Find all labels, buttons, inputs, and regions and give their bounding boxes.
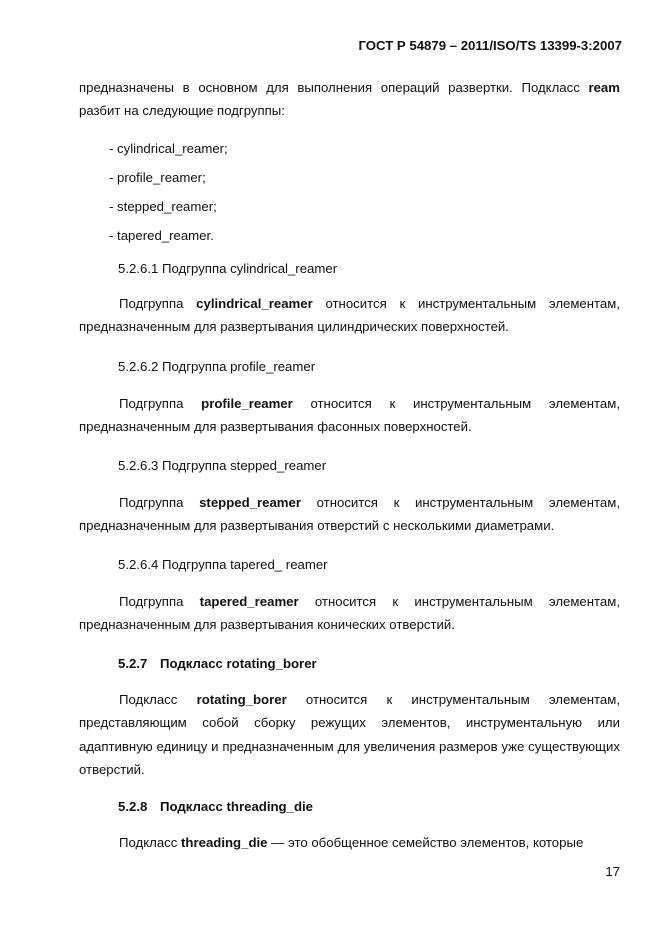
paragraph-5261: Подгруппа cylindrical_reamer относится к инструментальным элементам, предназначенным для развертывания цилиндрических поверхностей.	[79, 296, 620, 335]
list-item: - cylindrical_reamer;	[109, 141, 228, 156]
subsection-heading-5263: 5.2.6.3 Подгруппа stepped_reamer	[118, 458, 327, 473]
page-number: 17	[605, 864, 620, 879]
section-heading-528: 5.2.8 Подкласс threading_die	[118, 799, 314, 814]
section-heading-527: 5.2.7 Подкласс rotating_borer	[118, 656, 317, 671]
subsection-heading-5262: 5.2.6.2 Подгруппа profile_reamer	[118, 359, 316, 374]
list-item: - profile_reamer;	[109, 170, 206, 185]
subsection-heading-5261: 5.2.6.1 Подгруппа cylindrical_reamer	[118, 261, 338, 276]
list-item: - stepped_reamer;	[109, 199, 217, 214]
subsection-heading-5264: 5.2.6.4 Подгруппа tapered_ reamer	[118, 557, 328, 572]
paragraph-5263: Подгруппа stepped_reamer относится к инструментальным элементам, предназначенным для развертывания отверстий с несколькими диаметрами.	[79, 495, 620, 534]
paragraph-5264: Подгруппа tapered_reamer относится к инструментальным элементам, предназначенным для развертывания конических отверстий.	[79, 594, 620, 633]
document-header: ГОСТ Р 54879 – 2011/ISO/TS 13399-3:2007	[358, 38, 622, 53]
intro-paragraph: предназначены в основном для выполнения операций развертки. Подкласс ream разбит на следующие подгруппы:	[79, 80, 620, 119]
list-item: - tapered_reamer.	[109, 228, 214, 243]
paragraph-527: Подкласс rotating_borer относится к инструментальным элементам, представляющим собой сборку режущих элементов, инструментальную или адаптивную единицу и предназначенным для увеличения размеров уже существующих отверстий.	[79, 692, 620, 778]
paragraph-5262: Подгруппа profile_reamer относится к инструментальным элементам, предназначенным для развертывания фасонных поверхностей.	[79, 396, 620, 435]
paragraph-528: Подкласс threading_die — это обобщенное семейство элементов, которые	[119, 835, 584, 850]
